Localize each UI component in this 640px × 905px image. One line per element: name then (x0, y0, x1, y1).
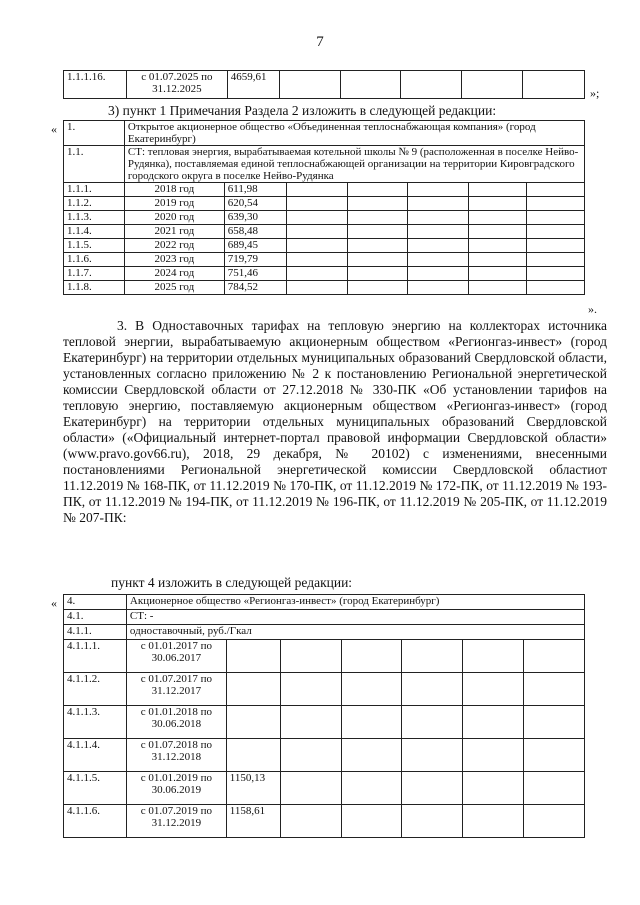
row-period: с 01.01.2018 по 30.06.2018 (126, 706, 226, 739)
row-value: 639,30 (224, 211, 286, 225)
row-period: с 01.07.2019 по 31.12.2019 (126, 805, 226, 838)
row-period: с 01.07.2018 по 31.12.2018 (126, 739, 226, 772)
row-year: 2021 год (124, 225, 224, 239)
row-number: 1.1.7. (64, 267, 125, 281)
tariff-table-regiongaz (63, 594, 585, 838)
st-description: СТ: - (126, 610, 584, 625)
row-value (226, 739, 280, 772)
st-number: 4.1. (64, 610, 127, 625)
row-number: 1.1.3. (64, 211, 125, 225)
row-value (226, 706, 280, 739)
row-year: 2024 год (124, 267, 224, 281)
table-row (64, 805, 585, 838)
table-row (64, 281, 585, 295)
row-period: с 01.01.2019 по 30.06.2019 (126, 772, 226, 805)
row-value: 751,46 (224, 267, 286, 281)
row-period: с 01.07.2017 по 31.12.2017 (126, 673, 226, 706)
table-row (64, 625, 585, 640)
row-number: 1.1.1.16. (64, 71, 127, 99)
closing-quote: ». (588, 302, 597, 316)
section-heading: 3) пункт 1 Примечания Раздела 2 изложить в следующей редакции: (108, 103, 497, 118)
row-number: 4.1.1.6. (64, 805, 127, 838)
table-row (64, 239, 585, 253)
row-number: 1.1.2. (64, 197, 125, 211)
row-number: 1.1.1. (64, 183, 125, 197)
page-number: 7 (316, 34, 324, 50)
row-value: 719,79 (224, 253, 286, 267)
row-value: 784,52 (224, 281, 286, 295)
paragraph-3: 3. В Одноставочных тарифах на тепловую энергию на коллекторах источника тепловой энергии, вырабатываемую акционерным обществом «Регионгаз-инвест» (город Екатеринбург) на территории отдельных муниципальных образований Свердловской области, установленных согласно приложению № 2 к постановлению Региональной энергетической комиссии Свердловской области от 27.12.2018 № 330-ПК «Об установлении тарифов на тепловую энергию, поставляемую акционерным обществом «Регионгаз-инвест» (город Екатеринбург) на территории отдельных муниципальных образований Свердловской области» («Официальный интернет-портал правовой информации Свердловской области» (www.pravo.gov66.ru), 2018, 29 декабря, № 20102) с изменениями, внесенными постановлениями Региональной энергетической комиссии Свердловской областиот 11.12.2019 № 168-ПК, от 11.12.2019 № 170-ПК, от 11.12.2019 № 172-ПК, от 11.12.2019 № 193-ПК, от 11.12.2019 № 194-ПК, от 11.12.2019 № 196-ПК, от 11.12.2019 № 205-ПК, от 11.12.2019 № 207-ПК: (63, 318, 607, 525)
row-number: 1.1.4. (64, 225, 125, 239)
point-heading: пункт 4 изложить в следующей редакции: (111, 575, 353, 590)
row-year: 2022 год (124, 239, 224, 253)
opening-quote: « (51, 596, 57, 610)
row-value: 689,45 (224, 239, 286, 253)
row-period: с 01.01.2017 по 30.06.2017 (126, 640, 226, 673)
row-year: 2019 год (124, 197, 224, 211)
row-number: 1.1.5. (64, 239, 125, 253)
row-period: с 01.07.2025 по 31.12.2025 (126, 71, 227, 99)
row-year: 2023 год (124, 253, 224, 267)
row-year: 2018 год (124, 183, 224, 197)
table-row (64, 739, 585, 772)
st-description: СТ: тепловая энергия, вырабатываемая котельной школы № 9 (расположенная в поселке Нейво-Рудянка), поставляемая единой теплоснабжающей организации на территории Кировградского городского округа в поселке Нейво-Рудянка (124, 146, 584, 183)
row-value: 658,48 (224, 225, 286, 239)
row-value (226, 640, 280, 673)
tariff-table-continuation (63, 70, 585, 99)
tariff-type: одноставочный, руб./Гкал (126, 625, 584, 640)
row-value: 4659,61 (227, 71, 279, 99)
row-number: 4.1.1.5. (64, 772, 127, 805)
table-row (64, 71, 585, 99)
table-row (64, 706, 585, 739)
type-number: 4.1.1. (64, 625, 127, 640)
opening-quote: « (51, 122, 57, 136)
st-number: 1.1. (64, 146, 125, 183)
row-value: 1150,13 (226, 772, 280, 805)
row-year: 2025 год (124, 281, 224, 295)
table-row (64, 267, 585, 281)
row-value: 1158,61 (226, 805, 280, 838)
row-value: 620,54 (224, 197, 286, 211)
table-row (64, 595, 585, 610)
table-row (64, 197, 585, 211)
closing-quote: »; (590, 86, 600, 100)
table-row (64, 225, 585, 239)
row-number: 1.1.8. (64, 281, 125, 295)
row-number: 4.1.1.1. (64, 640, 127, 673)
table-row (64, 183, 585, 197)
row-number: 1.1.6. (64, 253, 125, 267)
org-name: Акционерное общество «Регионгаз-инвест» (город Екатеринбург) (126, 595, 584, 610)
org-name: Открытое акционерное общество «Объединенная теплоснабжающая компания» (город Екатеринбург) (124, 121, 584, 146)
table-row (64, 146, 585, 183)
row-number: 4.1.1.4. (64, 739, 127, 772)
row-value: 611,98 (224, 183, 286, 197)
table-row (64, 610, 585, 625)
row-number: 4.1.1.3. (64, 706, 127, 739)
row-number: 4.1.1.2. (64, 673, 127, 706)
table-row (64, 673, 585, 706)
row-year: 2020 год (124, 211, 224, 225)
table-row (64, 640, 585, 673)
tariff-table-otk (63, 120, 585, 295)
table-row (64, 772, 585, 805)
row-value (226, 673, 280, 706)
table-row (64, 253, 585, 267)
table-row (64, 211, 585, 225)
org-number: 1. (64, 121, 125, 146)
org-number: 4. (64, 595, 127, 610)
table-row (64, 121, 585, 146)
